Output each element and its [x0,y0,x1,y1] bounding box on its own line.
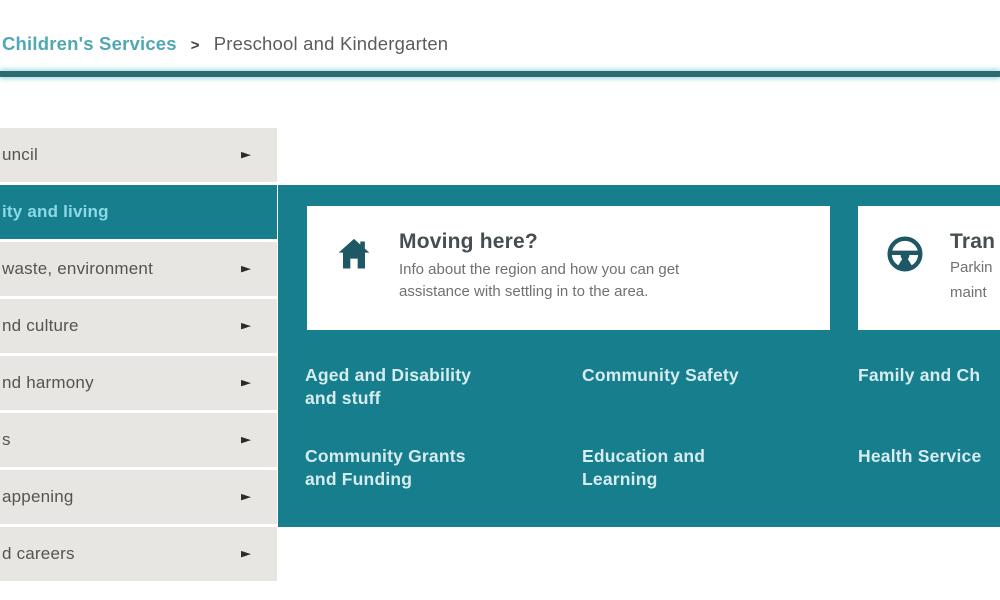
sidebar-item-label: uncil [2,145,38,164]
sidebar-item-d-careers[interactable] [0,527,277,581]
megamenu-link-community-safety[interactable]: Community Safety [582,365,739,385]
house-icon [334,234,374,274]
arrow-right-icon: ► [241,147,251,163]
arrow-right-icon: ► [241,432,251,448]
sidebar-item-label: d careers [2,544,75,563]
megamenu-link-family-and-ch[interactable]: Family and Ch [858,365,981,385]
promo-card-text [399,230,747,303]
promo-card-title: Tran [950,230,996,253]
sidebar-item-label: ity and living [2,202,109,221]
breadcrumb [2,33,448,55]
header-divider [0,71,1000,77]
megamenu-link-community-grants-and-funding[interactable]: Community Grants and Funding [305,446,466,489]
arrow-right-icon: ► [241,489,251,505]
sidebar-item-nd-culture[interactable] [0,299,277,353]
promo-card-text [950,230,995,304]
steering-wheel-icon [885,234,925,274]
sidebar-item-appening[interactable] [0,470,277,524]
sidebar-item-label: nd culture [2,316,79,335]
breadcrumb-link-childrens-services[interactable]: Children's Services [2,33,177,54]
arrow-right-icon: ► [241,546,251,562]
megamenu-link-education-and-learning[interactable]: Education and Learning [582,446,706,489]
sidebar-item-nd-harmony[interactable] [0,356,277,410]
sidebar-item-label: appening [2,487,74,506]
promo-card-description-line2: maint [950,283,987,301]
arrow-right-icon: ► [241,318,251,334]
arrow-right-icon: ► [241,261,251,277]
sidebar-item-s[interactable] [0,413,277,467]
promo-card-description: Info about the region and how you can get assistance with settling in to the area. [399,261,680,300]
megamenu-link-health-service[interactable]: Health Service [858,446,982,466]
arrow-right-icon: ► [241,375,251,391]
sidebar-item-label: waste, environment [2,259,154,278]
promo-card-description-line1: Parkin [950,259,993,276]
sidebar-item-uncil[interactable] [0,128,277,182]
megamenu-link-aged-and-disability-and-stuff[interactable]: Aged and Disability and stuff [305,365,472,408]
megamenu-links [305,364,997,526]
promo-card-title: Moving here? [399,230,538,253]
promo-card-transport[interactable] [858,206,1000,330]
sidebar-item-label: nd harmony [2,373,94,392]
chevron-right-icon: > [190,36,200,54]
sidebar-item-label: s [2,430,11,449]
megamenu-panel [278,185,1000,527]
breadcrumb-current-page: Preschool and Kindergarten [213,33,449,54]
promo-card-moving-here[interactable] [307,206,830,330]
sidebar-item-waste-environment[interactable] [0,242,277,296]
sidebar-item-ity-and-living[interactable] [0,185,277,239]
